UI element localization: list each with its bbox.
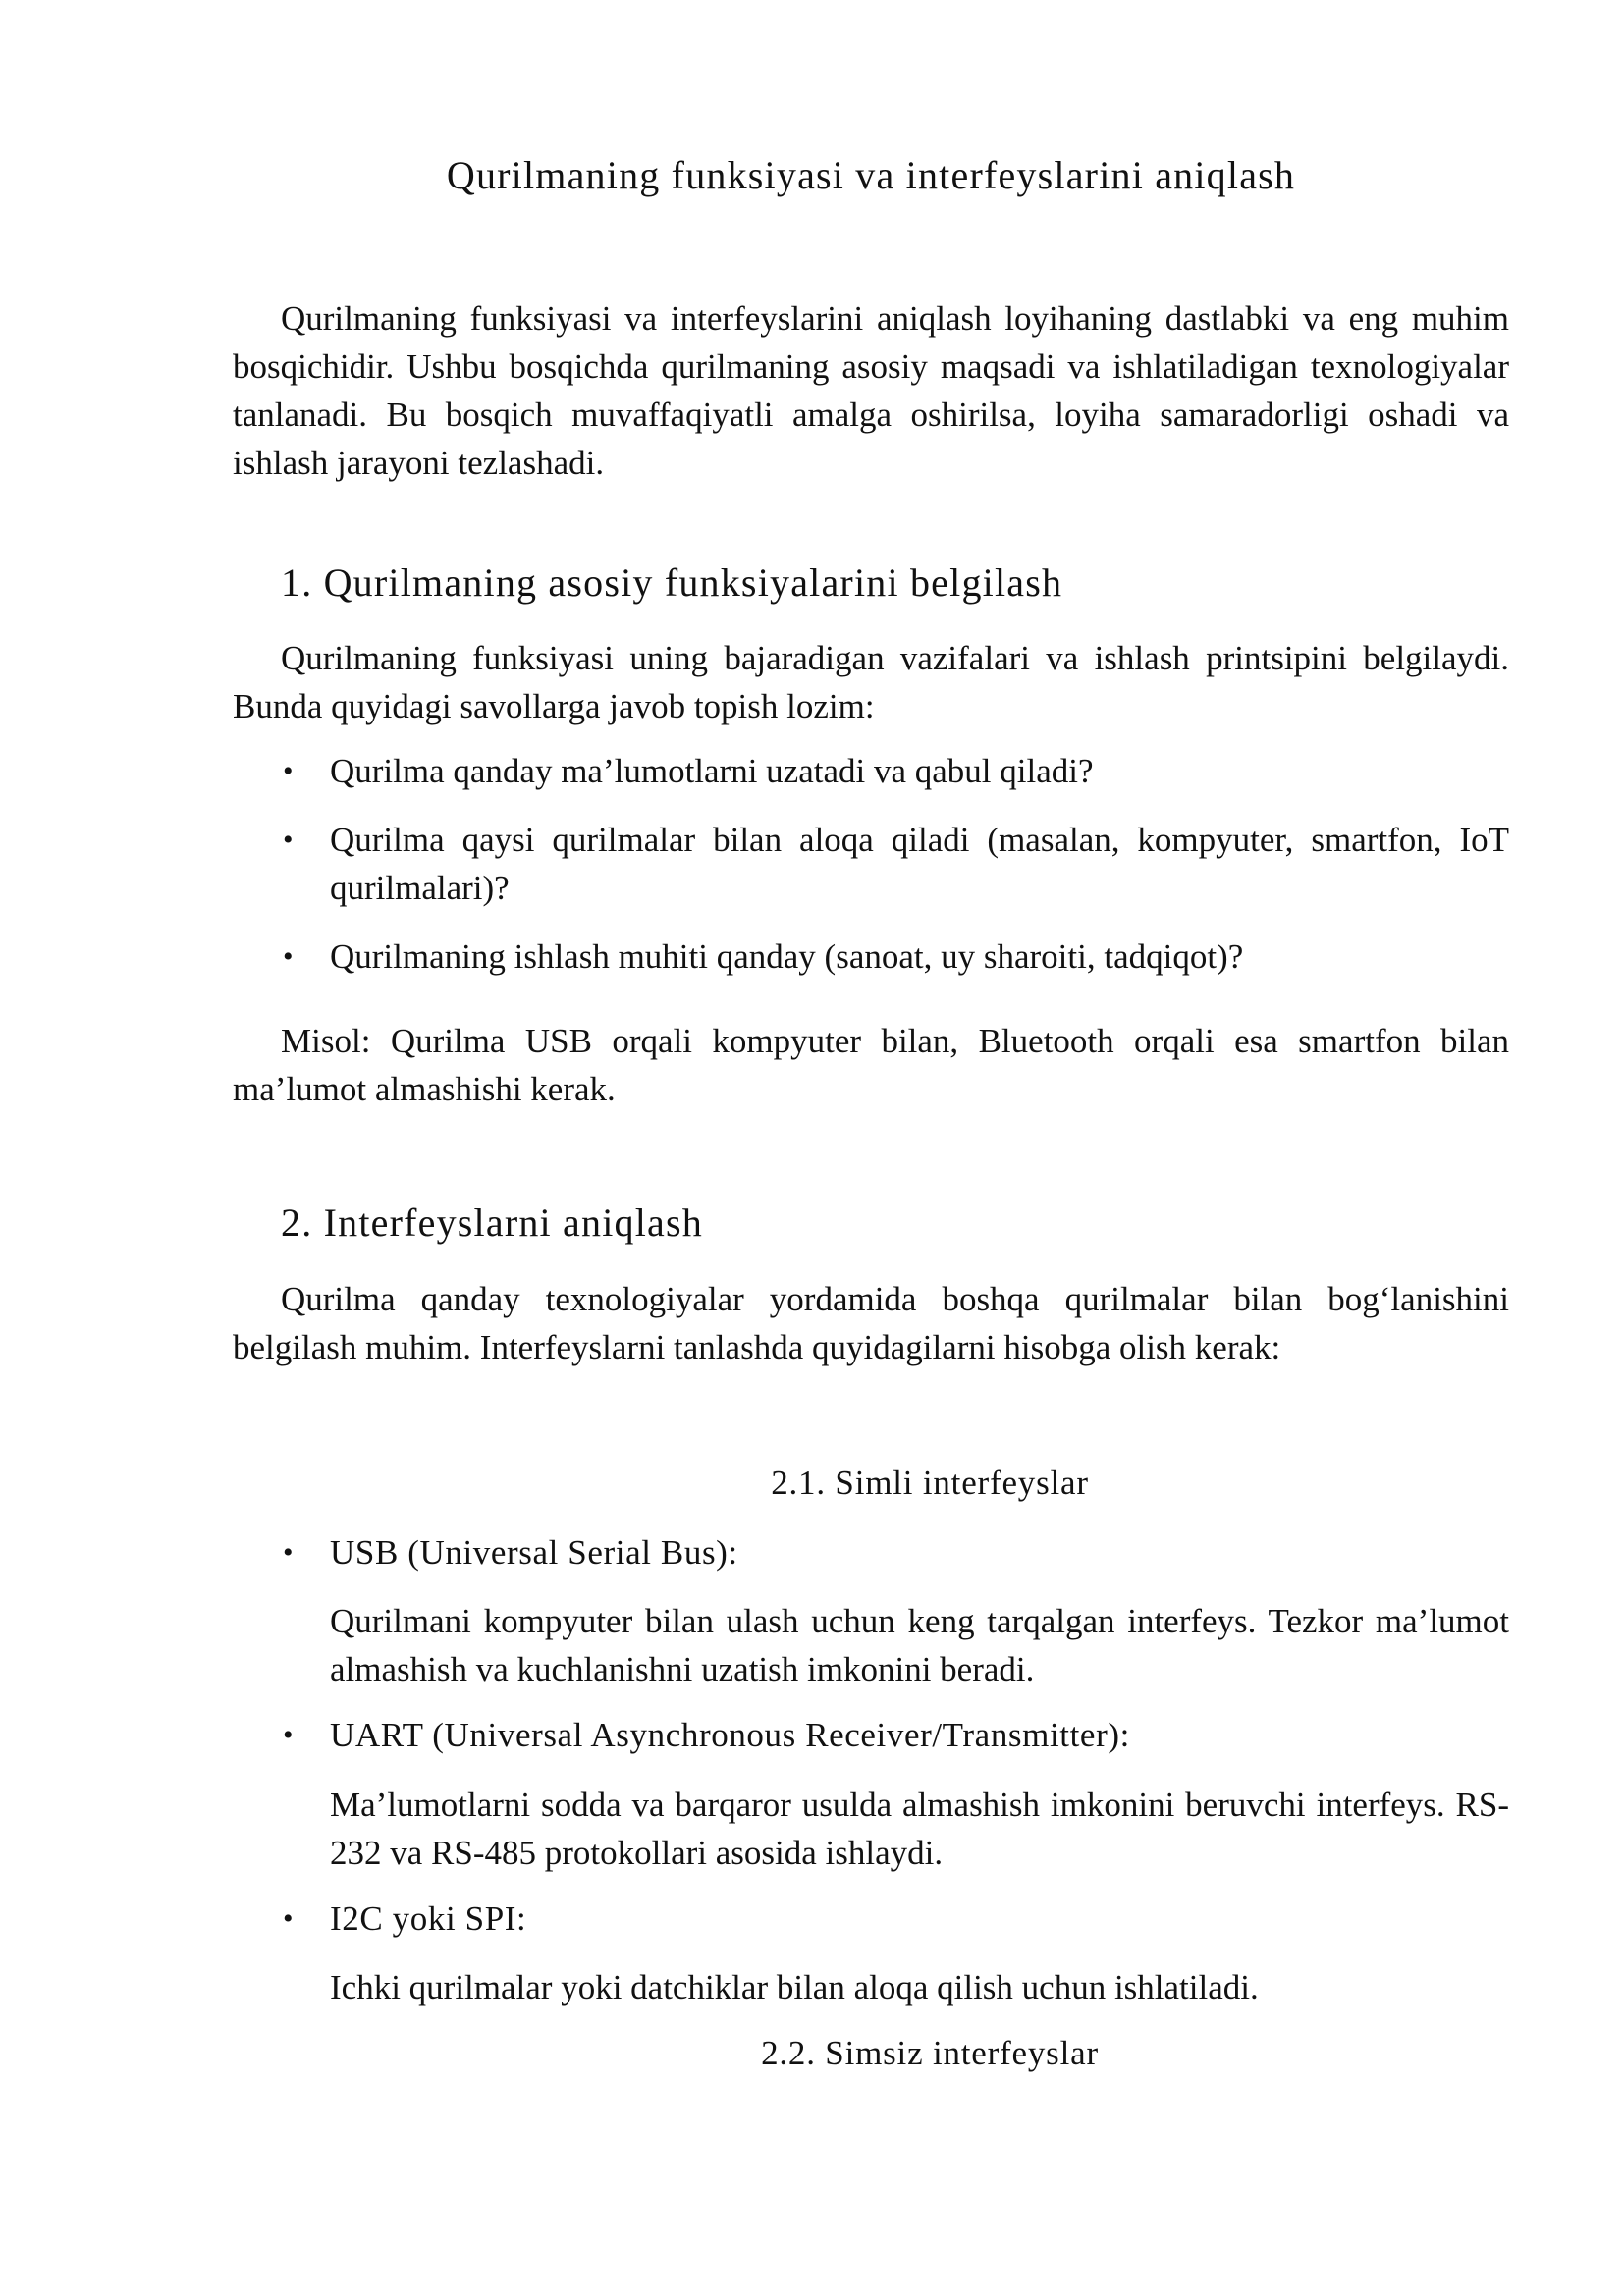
bullet-icon: • (283, 1902, 295, 1935)
document-title: Qurilmaning funksiyasi va interfeyslarini aniqlash (446, 153, 1296, 197)
section-1-paragraph: Qurilmaning funksiyasi uning bajaradigan vazifalari va ishlash printsipini belgilaydi. Bunda quyidagi savollarga javob topish lozim: (233, 639, 1509, 725)
bullet-icon: • (283, 940, 294, 973)
list-item-text: Qurilma qaysi qurilmalar bilan aloqa qiladi (masalan, kompyuter, smartfon, IoT qurilmalari)? (330, 821, 1509, 907)
list-item-text: Qurilmaning ishlash muhiti qanday (sanoat, uy sharoiti, tadqiqot)? (330, 937, 1244, 976)
bullet-icon: • (283, 824, 294, 856)
bullet-icon: • (283, 755, 294, 787)
example-paragraph: Misol: Qurilma USB orqali kompyuter bilan, Bluetooth orqali esa smartfon bilan ma’lumot almashishi kerak. (233, 1022, 1509, 1108)
interface-description: Ma’lumotlarni sodda va barqaror usulda almashish imkonini beruvchi interfeys. RS-232 va RS-485 protokollari asosida ishlaydi. (330, 1786, 1509, 1872)
interface-item-usb (233, 1528, 1509, 1576)
list-item (233, 747, 1509, 795)
section-2-paragraph: Qurilma qanday texnologiyalar yordamida boshqa qurilmalar bilan bog‘lanishini belgilash muhim. Interfeyslarni tanlashda quyidagilarni hisobga olish kerak: (233, 1280, 1509, 1366)
subsection-2-2-heading: 2.2. Simsiz interfeyslar (761, 2034, 1099, 2072)
subsection-2-1-heading: 2.1. Simli interfeyslar (771, 1464, 1089, 1502)
list-item (233, 816, 1509, 912)
interface-description: Qurilmani kompyuter bilan ulash uchun keng tarqalgan interfeys. Tezkor ma’lumot almashish va kuchlanishni uzatish imkonini beradi. (330, 1602, 1509, 1688)
interface-description: Ichki qurilmalar yoki datchiklar bilan aloqa qilish uchun ishlatiladi. (330, 1968, 1259, 2006)
section-2-heading: 2. Interfeyslarni aniqlash (281, 1201, 703, 1245)
interface-label: UART (Universal Asynchronous Receiver/Transmitter): (330, 1716, 1130, 1754)
interface-item-i2c-spi (233, 1895, 1509, 1943)
interface-label: USB (Universal Serial Bus): (330, 1533, 738, 1572)
section-1-bullet-list (233, 747, 1509, 1001)
interface-item-uart (233, 1711, 1509, 1759)
interface-label: I2C yoki SPI: (330, 1899, 527, 1938)
intro-paragraph: Qurilmaning funksiyasi va interfeyslarini aniqlash loyihaning dastlabki va eng muhim bosqichidir. Ushbu bosqichda qurilmaning asosiy maqsadi va ishlatiladigan texnologiyalar tanlanadi. Bu bosqich muvaffaqiyatli amalga oshirilsa, loyiha samaradorligi oshadi va ishlash jarayoni tezlashadi. (233, 299, 1509, 482)
list-item-text: Qurilma qanday ma’lumotlarni uzatadi va qabul qiladi? (330, 752, 1094, 790)
bullet-icon: • (283, 1536, 295, 1569)
section-1-heading: 1. Qurilmaning asosiy funksiyalarini belgilash (281, 561, 1063, 605)
bullet-icon: • (283, 1719, 295, 1751)
list-item (233, 933, 1509, 981)
